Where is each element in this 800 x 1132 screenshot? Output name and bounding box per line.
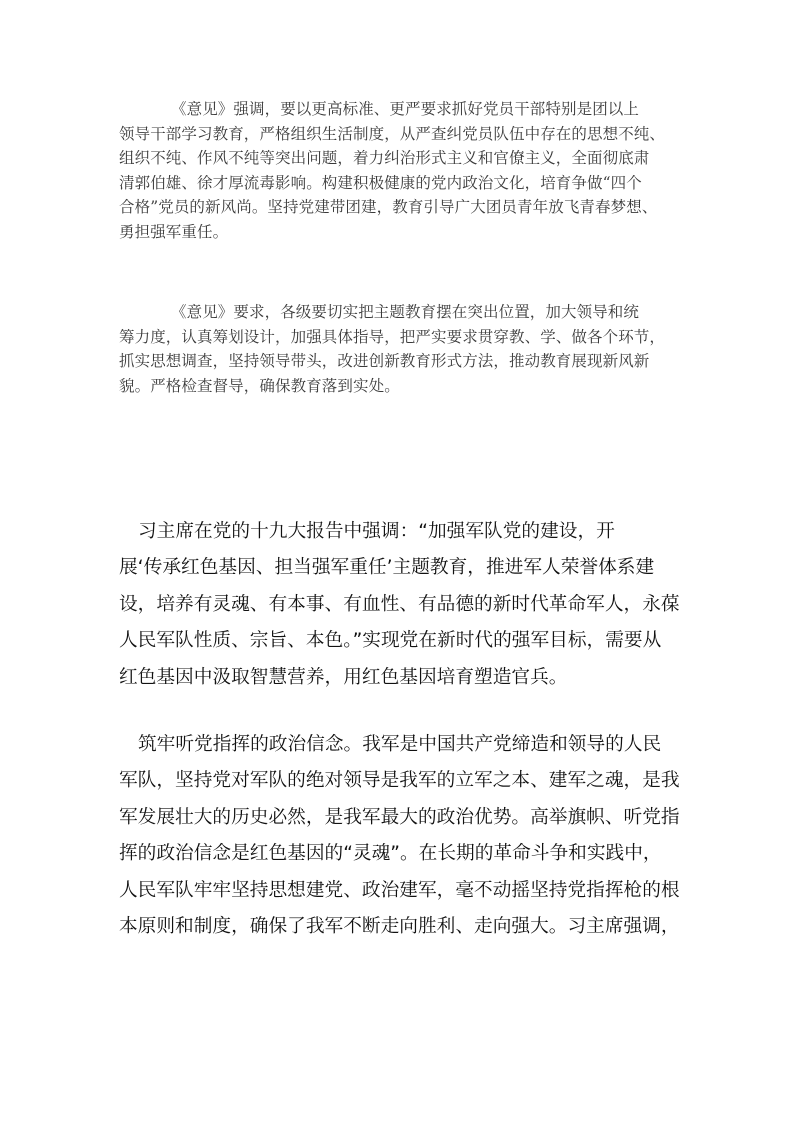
paragraph-line: 《意见》要求，各级要切实把主题教育摆在突出位置，加大领导和统 [171, 303, 640, 321]
paragraph-line: 清郭伯雄、徐才厚流毒影响。构建积极健康的党内政治文化，培育争做“四个 [119, 173, 642, 192]
paragraph-line: 军发展壮大的历史必然，是我军最大的政治优势。高举旗帜、听党指 [119, 806, 680, 828]
paragraph-line: 设，培养有灵魂、有本事、有血性、有品德的新时代革命军人，永葆 [119, 593, 680, 615]
paragraph-line: 合格”党员的新风尚。坚持党建带团建，教育引导广大团员青年放飞青春梦想、 [119, 198, 658, 217]
paragraph-report-quote [119, 514, 684, 696]
paragraph-line: 本原则和制度，确保了我军不断走向胜利、走向强大。习主席强调， [119, 916, 680, 938]
paragraph-line: 组织不纯、作风不纯等突出问题，着力纠治形式主义和官僚主义，全面彻底肃 [119, 149, 650, 168]
paragraph-line: 挥的政治信念是红色基因的“灵魂”。在长期的革命斗争和实践中， [119, 843, 662, 865]
paragraph-opinion-requirement [119, 300, 684, 398]
paragraph-line: 筹力度，认真筹划设计，加强具体指导，把严实要求贯穿教、学、做各个环节， [119, 327, 666, 346]
paragraph-political-belief [119, 727, 684, 945]
paragraph-line: 军队，坚持党对军队的绝对领导是我军的立军之本、建军之魂，是我 [119, 770, 680, 792]
paragraph-line: 人民军队牢牢坚持思想建党、政治建军，毫不动摇坚持党指挥枪的根 [119, 879, 680, 901]
paragraph-line: 勇担强军重任。 [119, 222, 229, 241]
paragraph-line: 习主席在党的十九大报告中强调：“加强军队党的建设，开 [138, 521, 615, 542]
paragraph-line: 貌。严格检查督导，确保教育落到实处。 [119, 376, 400, 395]
paragraph-opinion-emphasis [119, 97, 684, 245]
paragraph-line: 领导干部学习教育，严格组织生活制度，从严查纠党员队伍中存在的思想不纯、 [119, 124, 666, 143]
paragraph-line: 《意见》强调，要以更高标准、更严要求抓好党员干部特别是团以上 [171, 100, 640, 118]
paragraph-line: 抓实思想调查，坚持领导带头，改进创新教育形式方法，推动教育展现新风新 [119, 352, 650, 371]
paragraph-line: 人民军队性质、宗旨、本色。”实现党在新时代的强军目标，需要从 [119, 630, 662, 652]
paragraph-line: 展‘传承红色基因、担当强军重任’主题教育，推进军人荣誉体系建 [119, 557, 655, 579]
paragraph-line: 红色基因中汲取智慧营养，用红色基因培育塑造官兵。 [119, 666, 568, 688]
paragraph-line: 筑牢听党指挥的政治信念。我军是中国共产党缔造和领导的人民 [138, 734, 662, 755]
